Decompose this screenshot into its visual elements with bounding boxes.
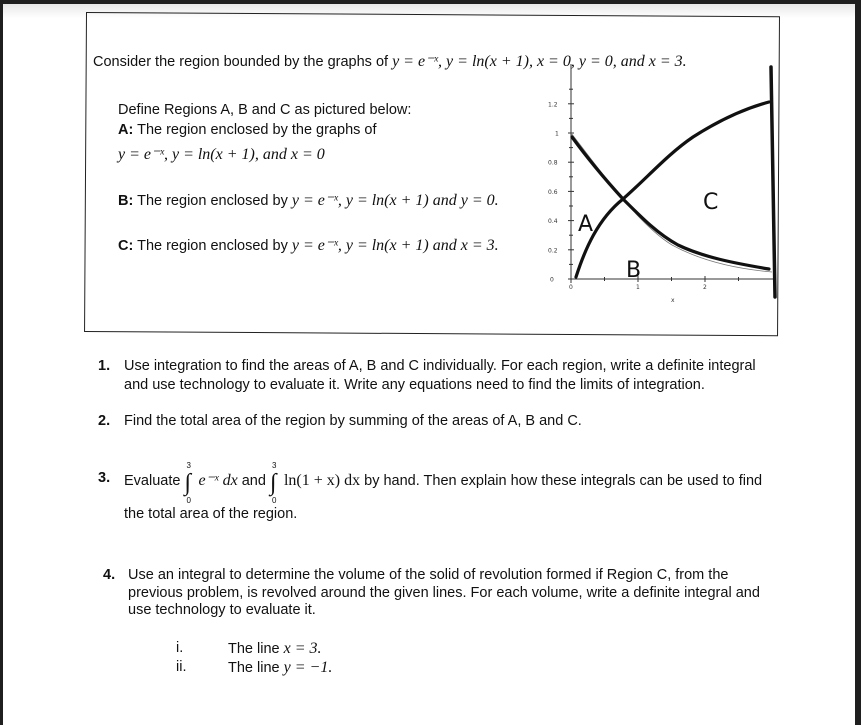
svg-text:1: 1 (555, 130, 559, 138)
y-axis (568, 64, 574, 283)
q3-integrand-2: ln(1 + x) dx (283, 472, 361, 489)
region-b-text: The region enclosed by (137, 193, 288, 209)
region-c-label-graph: C (703, 190, 719, 215)
q4-item-i-numeral: i. (176, 640, 184, 656)
svg-text:0: 0 (550, 276, 554, 284)
svg-text:0.6: 0.6 (548, 188, 558, 196)
q4-item-ii (228, 659, 332, 677)
q1-line1: Use integration to find the areas of A, B and C individually. For each region, write a definite integral (124, 358, 756, 374)
definitions-title: Define Regions A, B and C as pictured below: (118, 102, 412, 118)
region-c-label: C: (118, 238, 134, 254)
region-a-text: The region enclosed by the graphs of (137, 122, 377, 138)
q3-rest: by hand. Then explain how these integrals can be used to find (364, 473, 763, 489)
q4-number: 4. (103, 567, 116, 583)
x-axis (568, 276, 775, 282)
q4-item-i (228, 640, 322, 658)
q3-line2: the total area of the region. (124, 506, 298, 522)
region-c-math: y = e⁻ˣ, y = ln(x + 1) and x = 3. (291, 237, 499, 254)
q3-line1 (124, 461, 763, 505)
svg-text:2: 2 (703, 284, 707, 291)
document-page (3, 4, 855, 725)
q2-number: 2. (98, 413, 111, 429)
region-b-math: y = e⁻ˣ, y = ln(x + 1) and y = 0. (291, 192, 499, 209)
q4-line1: Use an integral to determine the volume of the solid of revolution formed if Region C, from the (128, 567, 729, 583)
q3-evaluate: Evaluate (124, 473, 181, 489)
q4-item-ii-math: y = −1. (283, 659, 333, 676)
intro-text: Consider the region bounded by the graphs of (93, 54, 389, 70)
q4-item-ii-text: The line (228, 660, 280, 676)
region-a-label: A: (118, 122, 134, 138)
svg-text:0.4: 0.4 (548, 218, 558, 226)
svg-text:0: 0 (569, 284, 573, 291)
q4-item-i-math: x = 3. (283, 640, 322, 657)
integral-sign-2: ∫ 3 0 (269, 461, 277, 505)
svg-text:0.2: 0.2 (548, 247, 558, 255)
q4-item-ii-numeral: ii. (176, 659, 187, 675)
line-x-equals-3 (771, 67, 775, 297)
intro-math: y = e⁻ˣ, y = ln(x + 1), x = 0, y = 0, and x = 3. (392, 53, 687, 70)
q2-line1: Find the total area of the region by summing of the areas of A, B and C. (124, 413, 582, 429)
region-b-definition (118, 190, 499, 210)
region-a-math: y = e⁻ˣ, y = ln(x + 1), and x = 0 (118, 146, 325, 163)
integral-sign-1: ∫ 3 0 (184, 461, 192, 505)
svg-text:1: 1 (636, 284, 640, 291)
q3-integrand-1: e⁻ˣ dx (198, 472, 238, 489)
q4-line3: use technology to evaluate it. (128, 602, 316, 618)
q1-number: 1. (98, 358, 111, 374)
svg-text:x: x (671, 297, 675, 304)
region-b-label: B: (118, 193, 134, 209)
q1-line2: and use technology to evaluate it. Write any equations need to find the limits of integration. (124, 377, 705, 393)
region-c-definition (118, 235, 499, 255)
svg-text:0.8: 0.8 (548, 159, 558, 167)
region-labels (578, 190, 718, 283)
region-b-label-graph: B (626, 258, 642, 283)
region-c-text: The region enclosed by (137, 238, 288, 254)
region-a-definition (118, 122, 377, 138)
q3-and: and (241, 473, 266, 489)
region-graph (543, 59, 788, 319)
svg-text:1.2: 1.2 (548, 101, 558, 109)
q4-line2: previous problem, is revolved around the given lines. For each volume, write a definite integral and (128, 585, 760, 601)
q4-item-i-text: The line (228, 641, 280, 657)
q3-number: 3. (98, 470, 111, 486)
log-curve (576, 102, 769, 277)
region-a-label-graph: A (578, 212, 594, 237)
